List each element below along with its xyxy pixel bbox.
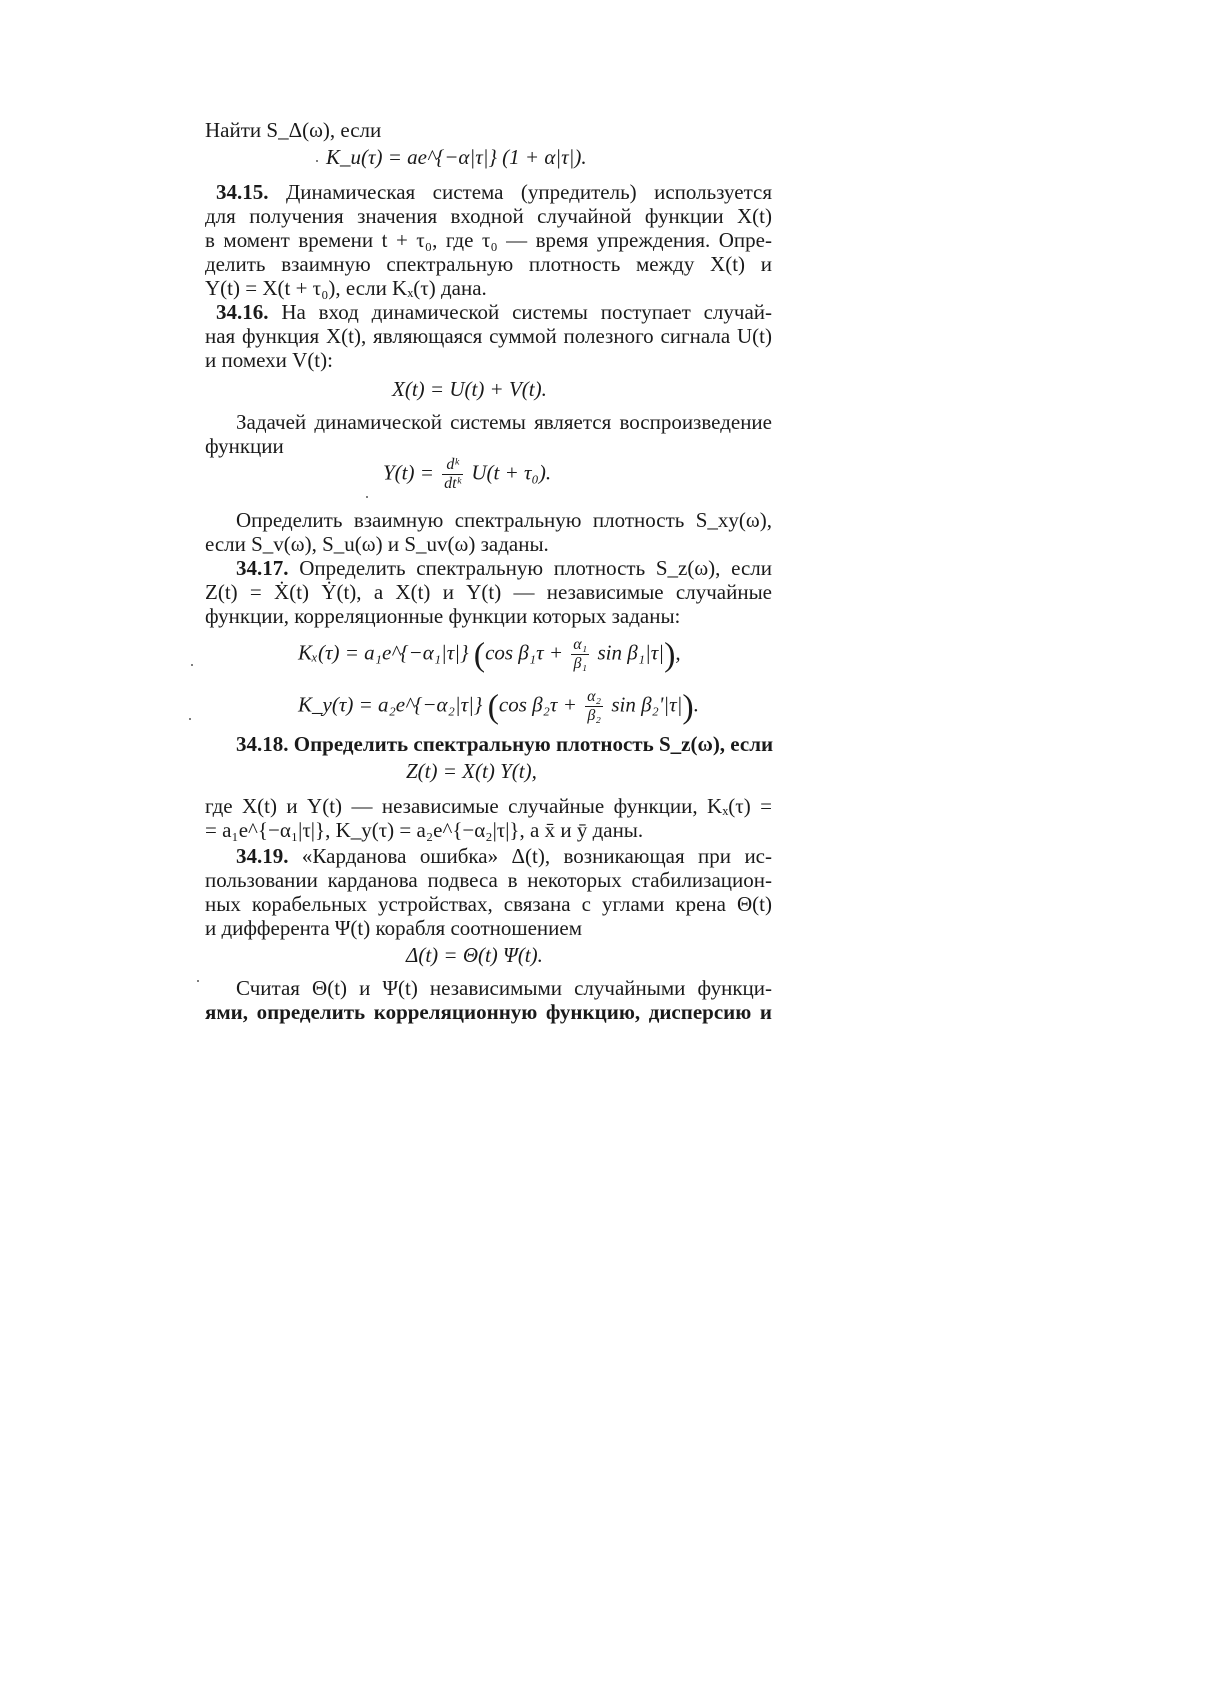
text-span: Определить спектральную плотность S_z(ω), если bbox=[293, 732, 774, 756]
problem-34-18-line-2: где X(t) и Y(t) — независимые случайные функции, Kₓ(τ) = bbox=[205, 794, 772, 818]
problem-34-16-line-1 bbox=[216, 300, 772, 324]
fraction-numerator: α₁ bbox=[573, 636, 588, 653]
formula-x-sum: X(t) = U(t) + V(t). bbox=[392, 377, 547, 401]
problem-34-19-line-4: и дифферента Ψ(t) корабля соотношением bbox=[205, 916, 582, 940]
formula-z-product: Z(t) = X(t) Y(t), bbox=[406, 759, 537, 783]
fraction bbox=[442, 456, 463, 493]
paren-close: ) bbox=[664, 636, 676, 674]
paren-close: ) bbox=[682, 688, 694, 726]
fraction bbox=[571, 636, 589, 673]
problem-number: 34.16. bbox=[216, 300, 269, 324]
problem-number: 34.19. bbox=[236, 844, 289, 868]
problem-34-19-line-1 bbox=[236, 844, 772, 868]
problem-34-18-line-1 bbox=[236, 732, 772, 756]
formula-ky bbox=[298, 688, 699, 725]
fraction-numerator: α₂ bbox=[587, 688, 602, 705]
fraction-numerator: dᵏ bbox=[442, 456, 463, 475]
problem-34-17-line-2: Z(t) = Ẋ(t) Ẏ(t), а X(t) и Y(t) — независимые случайные bbox=[205, 580, 772, 604]
fraction-denominator: β₁ bbox=[573, 655, 588, 672]
scan-speck bbox=[191, 664, 193, 666]
formula-part: . bbox=[693, 692, 699, 717]
text-span: Динамическая система (упредитель) используется bbox=[285, 180, 772, 204]
formula-part: cos β₂τ + bbox=[498, 692, 577, 717]
problem-number: 34.15. bbox=[216, 180, 269, 204]
problem-34-16-line-4: Задачей динамической системы является воспроизведение bbox=[236, 410, 772, 434]
fraction-denominator: dtᵏ bbox=[444, 475, 462, 492]
formula-kx bbox=[298, 636, 681, 673]
formula-delta: Δ(t) = Θ(t) Ψ(t). bbox=[406, 943, 543, 967]
problem-34-19-line-5: Считая Θ(t) и Ψ(t) независимыми случайными функци- bbox=[236, 976, 772, 1000]
text-span: «Карданова ошибка» Δ(t), возникающая при ис- bbox=[301, 844, 772, 868]
problem-34-16-line-5: функции bbox=[205, 434, 284, 458]
scan-speck bbox=[366, 496, 368, 498]
problem-34-17-line-1 bbox=[236, 556, 772, 580]
paren-open: ( bbox=[473, 636, 486, 674]
scan-speck bbox=[189, 718, 191, 720]
problem-number: 34.17. bbox=[236, 556, 289, 580]
problem-34-19-line-3: ных корабельных устройствах, связана с углами крена Θ(t) bbox=[205, 892, 772, 916]
problem-34-15-line-2: для получения значения входной случайной функции X(t) bbox=[205, 204, 772, 228]
text-span: Определить спектральную плотность S_z(ω), если bbox=[299, 556, 772, 580]
problem-34-19-line-2: пользовании карданова подвеса в некоторых стабилизацион- bbox=[205, 868, 772, 892]
fraction bbox=[585, 688, 603, 725]
problem-34-17-line-3: функции, корреляционные функции которых заданы: bbox=[205, 604, 681, 628]
problem-34-19-line-6: ями, определить корреляционную функцию, дисперсию и bbox=[205, 1000, 772, 1024]
formula-part: sin β₁|τ| bbox=[597, 640, 665, 665]
problem-number: 34.18. bbox=[236, 732, 289, 756]
paren-open: ( bbox=[487, 688, 499, 726]
formula-part: K_y(τ) = a₂e^{−α₂|τ|} bbox=[298, 692, 483, 717]
problem-34-15-line-4: делить взаимную спектральную плотность между X(t) и bbox=[205, 252, 772, 276]
problem-34-16-line-2: ная функция X(t), являющаяся суммой полезного сигнала U(t) bbox=[205, 324, 772, 348]
problem-34-15-line-1 bbox=[216, 180, 772, 204]
text-line: Найти S_Δ(ω), если bbox=[205, 118, 382, 142]
problem-34-15-line-3: в момент времени t + τ₀, где τ₀ — время упреждения. Опре- bbox=[205, 228, 772, 252]
scan-speck bbox=[197, 980, 199, 982]
problem-34-16-line-7: если S_v(ω), S_u(ω) и S_uv(ω) заданы. bbox=[205, 532, 549, 556]
formula-part: sin β₂'|τ| bbox=[611, 692, 683, 717]
formula-part: Y(t) = bbox=[383, 460, 434, 485]
formula-y-derivative bbox=[383, 456, 551, 493]
formula-part: cos β₁τ + bbox=[485, 640, 564, 665]
problem-34-16-line-6: Определить взаимную спектральную плотность S_xy(ω), bbox=[236, 508, 772, 532]
problem-34-15-line-5: Y(t) = X(t + τ₀), если Kₓ(τ) дана. bbox=[205, 276, 487, 300]
formula-part: , bbox=[675, 640, 681, 665]
formula-part: Kₓ(τ) = a₁e^{−α₁|τ|} bbox=[298, 640, 469, 665]
text-span: На вход динамической системы поступает случай- bbox=[281, 300, 772, 324]
scan-speck bbox=[316, 160, 318, 162]
formula-ku: K_u(τ) = ae^{−α|τ|} (1 + α|τ|). bbox=[326, 145, 587, 169]
fraction-denominator: β₂ bbox=[587, 707, 601, 724]
problem-34-16-line-3: и помехи V(t): bbox=[205, 348, 333, 372]
formula-part: U(t + τ₀). bbox=[471, 460, 552, 485]
problem-34-18-line-3: = a₁e^{−α₁|τ|}, K_y(τ) = a₂e^{−α₂|τ|}, а x̄ и ȳ даны. bbox=[205, 818, 644, 842]
